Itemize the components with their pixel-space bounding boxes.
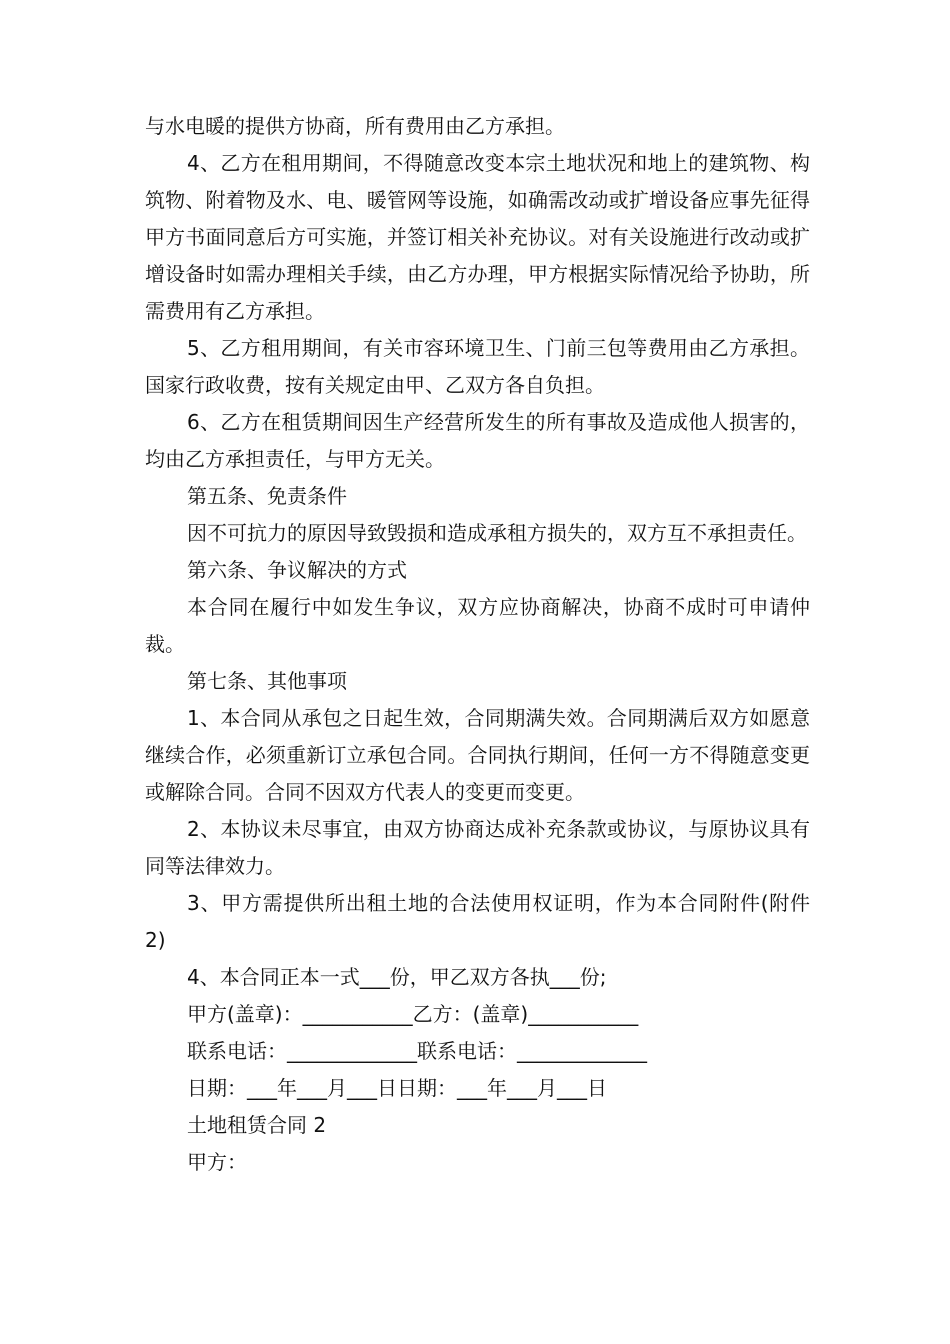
party-a-label: 甲方： [187,1150,247,1174]
paragraph-other-4-copies: 4、本合同正本一式___份，甲乙双方各执___份; [187,965,607,989]
paragraph-utilities-cost: 与水电暖的提供方协商，所有费用由乙方承担。 [145,114,565,138]
document-body [145,108,810,1181]
paragraph-dispute-resolution: 本合同在履行中如发生争议，双方应协商解决，协商不成时可申请仲裁。 [145,595,810,656]
paragraph-clause-5-fees: 5、乙方租用期间，有关市容环境卫生、门前三包等费用由乙方承担。国家行政收费，按有关规定由甲、乙双方各自负担。 [145,336,810,397]
signature-phone-line: 联系电话：_____________联系电话：_____________ [187,1039,647,1063]
paragraph-force-majeure: 因不可抗力的原因导致毁损和造成承租方损失的，双方互不承担责任。 [187,521,807,545]
paragraph-other-1-effective: 1、本合同从承包之日起生效，合同期满失效。合同期满后双方如愿意继续合作，必须重新订立承包合同。合同执行期间，任何一方不得随意变更或解除合同。合同不因双方代表人的变更而变更。 [145,706,810,804]
signature-date-line: 日期：___年___月___日日期：___年___月___日 [187,1076,607,1100]
heading-article-5: 第五条、免责条件 [187,484,347,508]
paragraph-clause-4-alterations: 4、乙方在租用期间，不得随意改变本宗土地状况和地上的建筑物、构筑物、附着物及水、电、暖管网等设施，如确需改动或扩增设备应事先征得甲方书面同意后方可实施，并签订相关补充协议。对有关设施进行改动或扩增设备时如需办理相关手续，由乙方办理，甲方根据实际情况给予协助，所需费用有乙方承担。 [145,151,810,323]
paragraph-other-3-attachment: 3、甲方需提供所出租土地的合法使用权证明，作为本合同附件(附件 2) [145,891,810,952]
paragraph-other-2-supplement: 2、本协议未尽事宜，由双方协商达成补充条款或协议，与原协议具有同等法律效力。 [145,817,810,878]
heading-article-6: 第六条、争议解决的方式 [187,558,407,582]
heading-article-7: 第七条、其他事项 [187,669,347,693]
contract-2-title: 土地租赁合同 2 [187,1113,327,1137]
signature-seal-line: 甲方(盖章)：___________乙方：(盖章)___________ [187,1002,639,1026]
paragraph-clause-6-liability: 6、乙方在租赁期间因生产经营所发生的所有事故及造成他人损害的，均由乙方承担责任，与甲方无关。 [145,410,810,471]
